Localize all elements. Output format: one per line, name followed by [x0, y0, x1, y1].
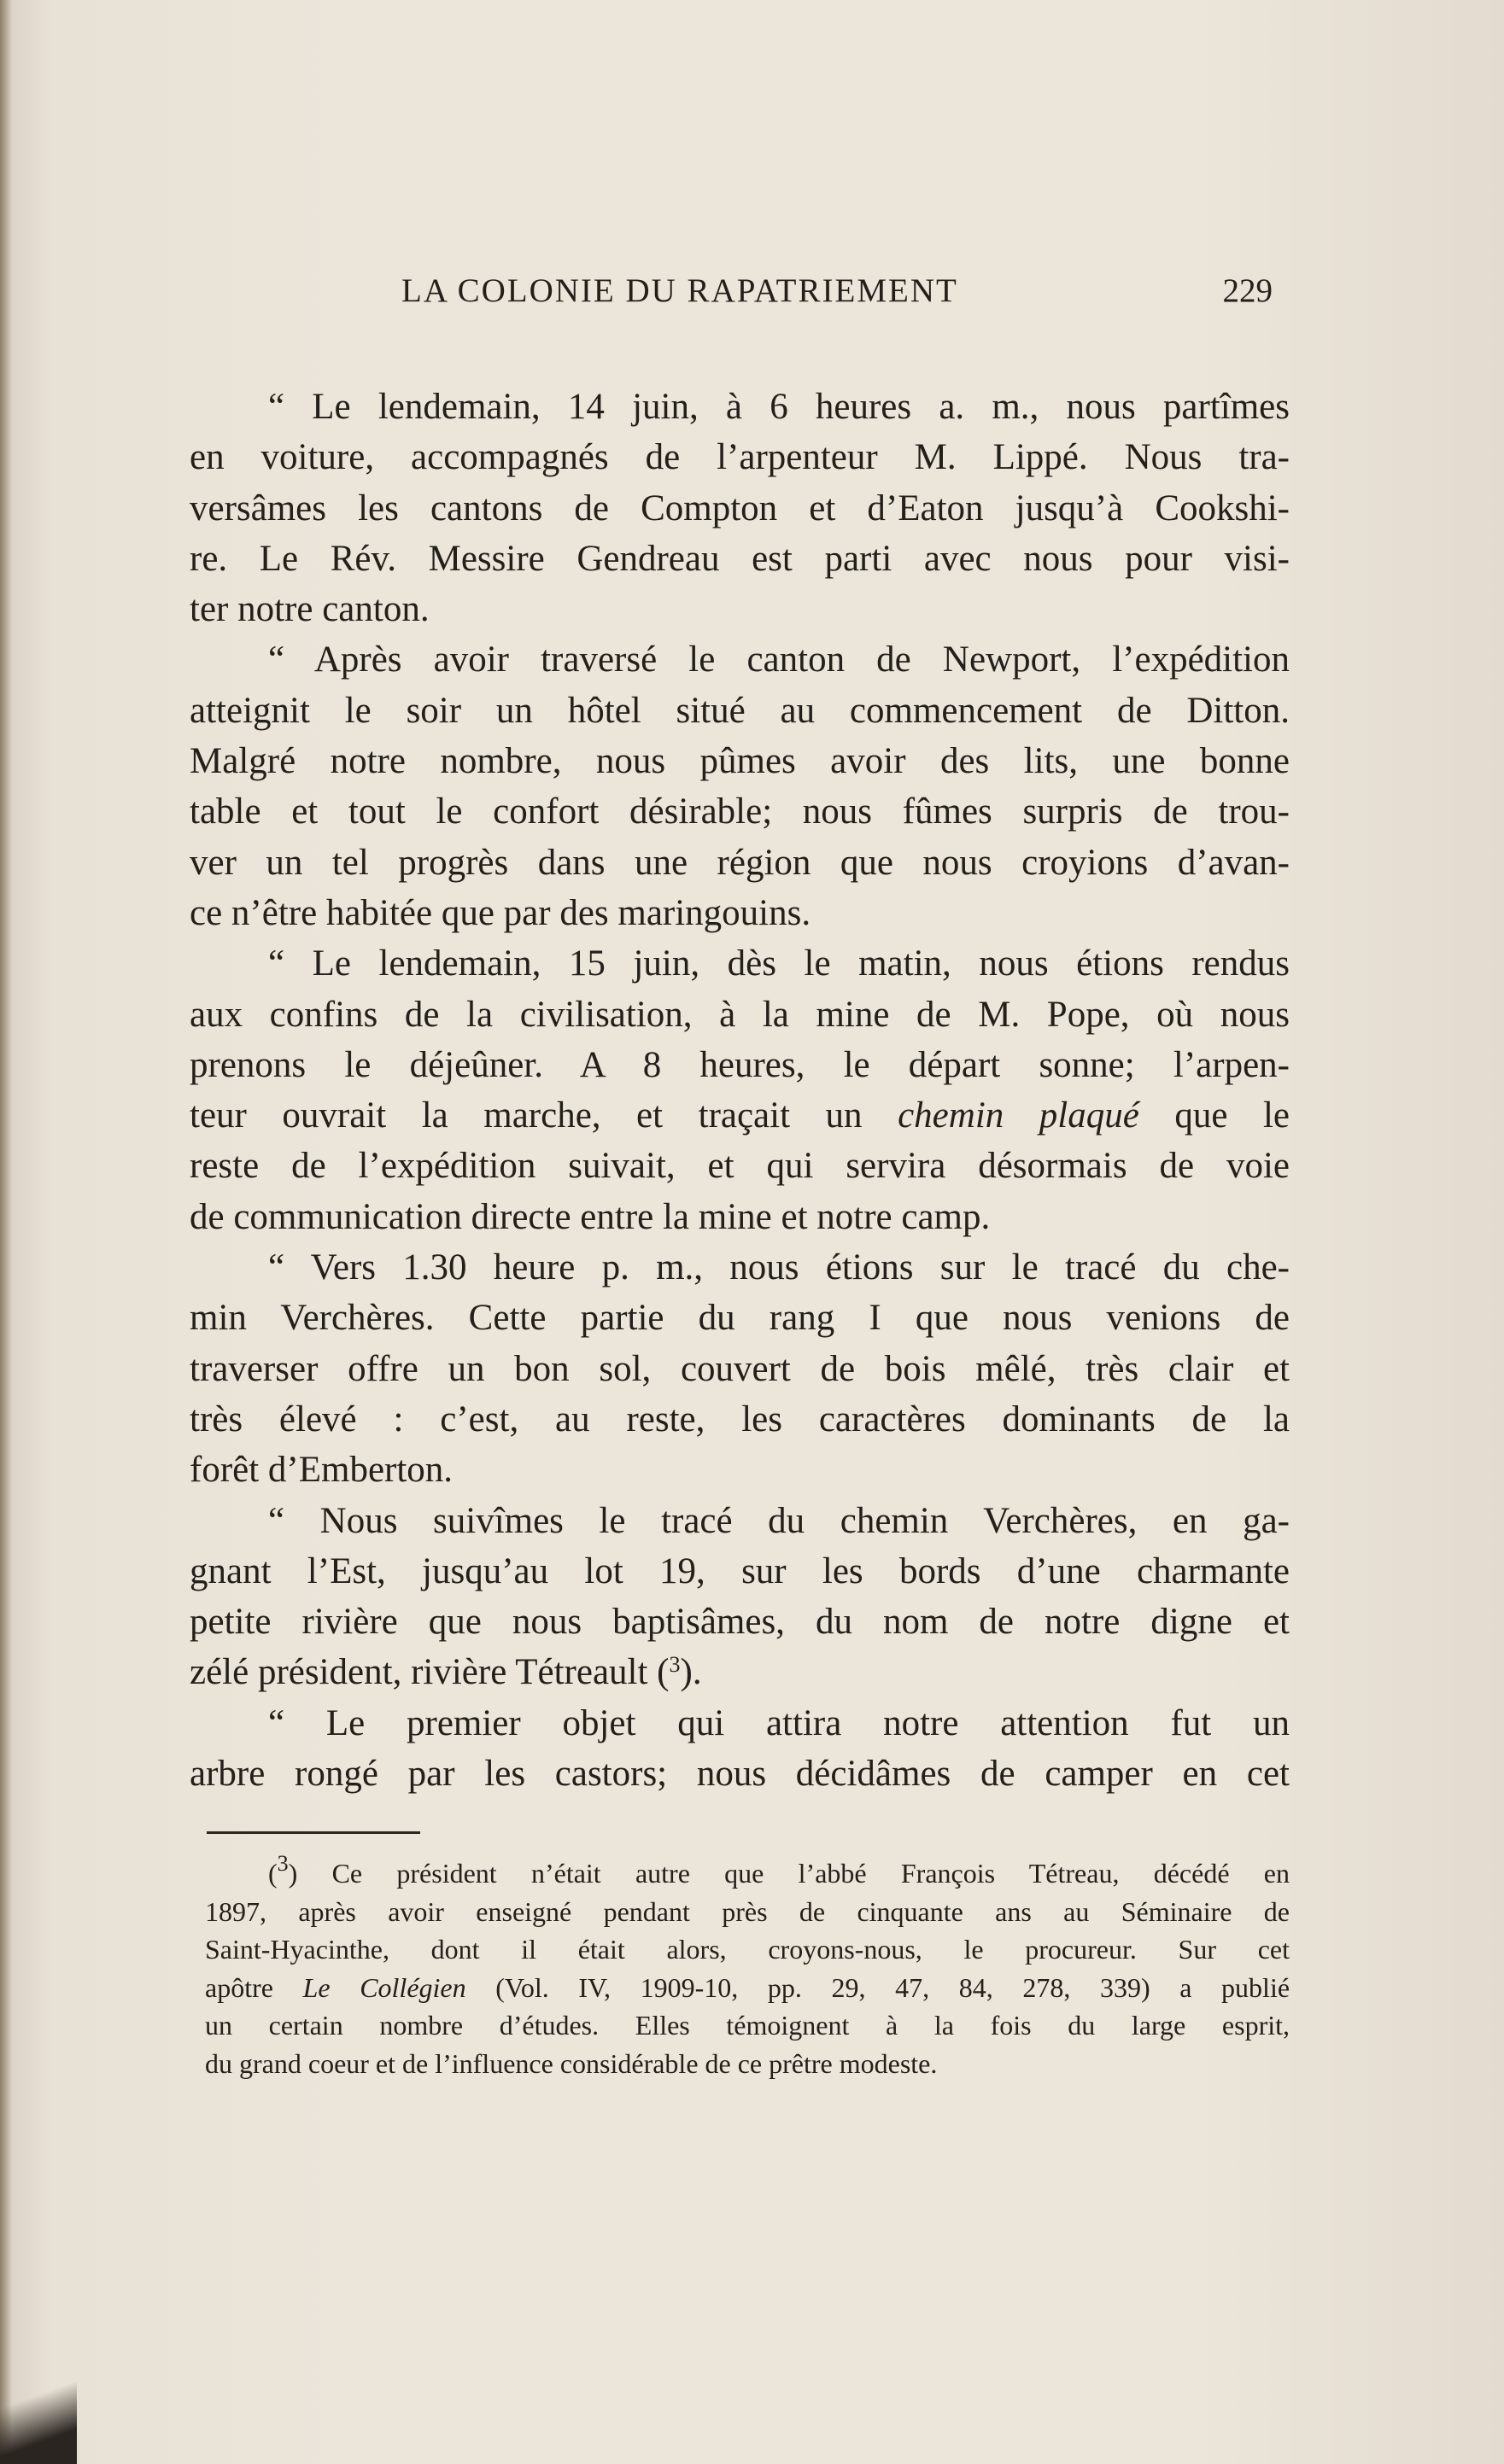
- text-line: gnant l’Est, jusqu’au lot 19, sur les bords d’une charmante: [190, 1550, 1290, 1591]
- text-line: ce n’être habitée que par des maringouins.: [190, 892, 811, 933]
- body-text: [190, 382, 1290, 1799]
- text-segment: zélé président, rivière Tétreault (: [190, 1652, 670, 1693]
- footnote-marker-close: ): [288, 1858, 298, 1889]
- page-number: 229: [1222, 272, 1273, 309]
- text-line: [190, 1090, 1290, 1141]
- text-line: forêt d’Emberton.: [190, 1450, 454, 1491]
- text-line: très élevé : c’est, au reste, les caractères dominants de la: [190, 1398, 1290, 1439]
- footnote-divider: [207, 1831, 420, 1834]
- footnote-line: Saint-Hyacinthe, dont il était alors, croyons-nous, le procureur. Sur cet: [205, 1934, 1290, 1965]
- italic-title: Le Collégien: [302, 1971, 466, 2003]
- page-corner-shadow: [0, 2353, 77, 2464]
- text-line: prenons le déjeûner. A 8 heures, le départ sonne; l’arpen-: [190, 1044, 1290, 1085]
- text-line: “ Le lendemain, 15 juin, dès le matin, nous étions rendus: [268, 943, 1290, 984]
- running-title: LA COLONIE DU RAPATRIEMENT: [401, 272, 958, 309]
- text-line: table et tout le confort désirable; nous fûmes surpris de trou-: [190, 791, 1290, 832]
- footnote-text: Ce président n’était autre que l’abbé François Tétreau, décédé en: [331, 1858, 1290, 1889]
- running-header: [196, 272, 1273, 323]
- text-line: min Verchères. Cette partie du rang I que nous venions de: [190, 1298, 1290, 1339]
- footnote-line: un certain nombre d’études. Elles témoignent à la fois du large esprit,: [205, 2010, 1290, 2041]
- footnote-line: 1897, après avoir enseigné pendant près de cinquante ans au Séminaire de: [205, 1895, 1290, 1927]
- text-line: de communication directe entre la mine et notre camp.: [190, 1196, 991, 1237]
- text-line: aux confins de la civilisation, à la mine de M. Pope, où nous: [190, 994, 1290, 1035]
- italic-phrase: chemin plaqué: [898, 1095, 1139, 1136]
- text-line: re. Le Rév. Messire Gendreau est parti avec nous pour visi-: [190, 538, 1290, 579]
- text-line: “ Le premier objet qui attira notre attention fut un: [268, 1702, 1290, 1743]
- text-line: “ Le lendemain, 14 juin, à 6 heures a. m., nous partîmes: [268, 387, 1290, 427]
- text-line: ver un tel progrès dans une région que nous croyions d’avan-: [190, 842, 1290, 883]
- footnote-reference: 3: [669, 1652, 681, 1678]
- footnote-marker-number: 3: [277, 1851, 289, 1876]
- footnote-line: du grand coeur et de l’influence considérable de ce prêtre modeste.: [205, 2047, 938, 2079]
- text-line: en voiture, accompagnés de l’arpenteur M. Lippé. Nous tra-: [190, 437, 1290, 478]
- text-line: versâmes les cantons de Compton et d’Eaton jusqu’à Cookshi-: [190, 488, 1290, 528]
- text-segment: teur ouvrait la marche, et traçait un: [190, 1095, 863, 1136]
- footnote-marker-open: (: [268, 1858, 278, 1889]
- footnote-text: (Vol. IV, 1909-10, pp. 29, 47, 84, 278, 339) a publié: [495, 1971, 1290, 2003]
- text-segment: ).: [680, 1652, 702, 1693]
- text-line: “ Vers 1.30 heure p. m., nous étions sur le tracé du che-: [268, 1247, 1290, 1288]
- text-line: traverser offre un bon sol, couvert de bois mêlé, très clair et: [190, 1348, 1290, 1389]
- footnote-line: [205, 1969, 1290, 2007]
- text-line: [190, 1647, 1290, 1697]
- footnote-line: [205, 1851, 1290, 1893]
- text-line: Malgré notre nombre, nous pûmes avoir des lits, une bonne: [190, 741, 1290, 782]
- text-line: petite rivière que nous baptisâmes, du nom de notre digne et: [190, 1602, 1290, 1643]
- text-line: atteignit le soir un hôtel situé au commencement de Ditton.: [190, 690, 1290, 731]
- text-line: “ Nous suivîmes le tracé du chemin Verchères, en ga-: [268, 1500, 1290, 1541]
- page-binding-edge: [0, 0, 12, 2464]
- footnote-text: apôtre: [205, 1971, 273, 2003]
- text-line: ter notre canton.: [190, 589, 430, 630]
- text-line: “ Après avoir traversé le canton de Newport, l’expédition: [268, 639, 1290, 680]
- text-line: reste de l’expédition suivait, et qui servira désormais de voie: [190, 1146, 1290, 1187]
- footnote: [205, 1851, 1290, 2082]
- text-segment: que le: [1174, 1095, 1290, 1136]
- text-line: arbre rongé par les castors; nous décidâmes de camper en cet: [190, 1754, 1290, 1795]
